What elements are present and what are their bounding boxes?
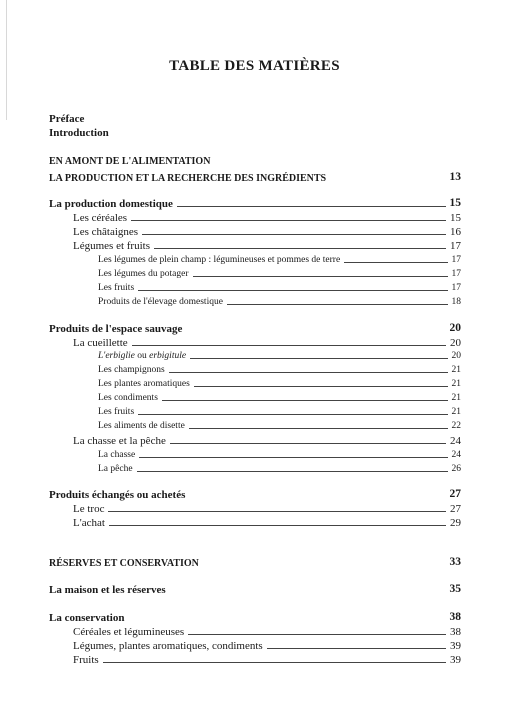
toc-entry[interactable] [73,655,461,666]
leader-line [103,662,446,663]
toc-label: RÉSERVES ET CONSERVATION [49,557,199,569]
leader-line [193,276,448,277]
toc-label: Fruits [73,654,99,666]
toc-entry[interactable] [73,518,461,529]
leader-line [188,634,446,635]
toc-label: Les aliments de disette [98,421,185,431]
toc-entry[interactable] [73,641,461,652]
toc-subentry[interactable] [98,352,461,362]
toc-page-number: 24 [451,450,461,460]
toc-page-number: 21 [451,365,461,375]
part-title-line2: LA PRODUCTION ET LA RECHERCHE DES INGRÉDIENTS [49,172,327,184]
leader-line [190,358,447,359]
toc-page-number: 17 [451,269,461,279]
toc-label: L'erbiglie ou erbigitule [98,351,187,361]
toc-label: Les légumes de plein champ : légumineuses et pommes de terre [98,255,341,265]
toc-page-number: 38 [449,611,461,623]
leader-line [137,471,448,472]
toc-label: Le troc [73,503,105,515]
leader-line [189,428,448,429]
leader-line [177,206,446,207]
toc-label: Introduction [49,127,109,139]
toc-page-number: 22 [451,421,461,431]
toc-page-number: 20 [449,322,461,334]
toc-page-number: 27 [450,503,461,515]
toc-label: Produits échangés ou achetés [49,488,186,501]
toc-page-number: 18 [451,297,461,307]
toc-subentry[interactable] [98,284,461,294]
toc-preface[interactable] [49,114,509,125]
toc-section[interactable] [49,584,461,596]
toc-subentry[interactable] [98,394,461,404]
leader-line [344,262,447,263]
leader-line [194,386,448,387]
toc-label: Les fruits [98,407,135,417]
toc-label: La cueillette [73,337,128,349]
toc-page-number: 16 [450,226,461,238]
toc-page-number: 26 [451,464,461,474]
toc-subentry[interactable] [98,380,461,390]
toc-page-number: 39 [450,654,461,666]
toc-entry[interactable] [73,227,461,238]
toc-subentry[interactable] [98,408,461,418]
toc-page-number: 38 [450,626,461,638]
toc-subentry[interactable] [98,422,461,432]
leader-line [142,234,446,235]
toc-subentry[interactable] [98,451,461,461]
toc-label: Produits de l'élevage domestique [98,297,223,307]
toc-label: La production domestique [49,197,173,210]
toc-page-number: 17 [450,240,461,252]
toc-page-number: 13 [449,171,461,183]
toc-entry[interactable] [73,241,461,252]
leader-line [131,220,446,221]
toc-label: Produits de l'espace sauvage [49,322,183,335]
toc-page-number: 39 [450,640,461,652]
toc-label: Légumes, plantes aromatiques, condiments [73,640,263,652]
leader-line [227,304,448,305]
toc-page-number: 21 [451,393,461,403]
toc-entry[interactable] [73,213,461,224]
leader-line [170,443,446,444]
leader-line [138,290,447,291]
leader-line [139,457,447,458]
toc-page-number: 33 [449,556,461,568]
toc-section[interactable] [49,612,461,624]
toc-part-header[interactable] [49,557,461,569]
leader-line [109,525,446,526]
toc-section[interactable] [49,198,461,210]
leader-line [132,345,446,346]
leader-line [169,372,448,373]
toc-page-number: 24 [450,435,461,447]
leader-line [108,511,446,512]
toc-page-number: 21 [451,379,461,389]
toc-label: Les légumes du potager [98,269,189,279]
toc-section[interactable] [49,323,461,335]
part-title-line1: EN AMONT DE L'ALIMENTATION [49,156,211,167]
leader-line [162,400,448,401]
leader-line [267,648,446,649]
toc-label: La chasse et la pêche [73,435,166,447]
toc-label: Préface [49,113,85,125]
toc-label: Les fruits [98,283,135,293]
toc-label: Légumes et fruits [73,240,150,252]
toc-page-number: 27 [449,488,461,500]
toc-subentry[interactable] [98,270,461,280]
toc-page-number: 20 [450,337,461,349]
toc-label: L'achat [73,517,105,529]
toc-introduction[interactable] [49,128,509,139]
toc-section[interactable] [49,489,461,501]
toc-page-number: 29 [450,517,461,529]
toc-entry[interactable] [73,504,461,515]
toc-subentry[interactable] [98,465,461,475]
toc-page-number: 20 [451,351,461,361]
toc-subentry[interactable] [98,256,461,266]
toc-page-number: 15 [450,212,461,224]
toc-label: La maison et les réserves [49,583,166,596]
toc-label: Les plantes aromatiques [98,379,190,389]
toc-entry[interactable] [73,338,461,349]
toc-label: La chasse [98,450,136,460]
toc-label: La pêche [98,464,133,474]
toc-part-header[interactable] [49,172,461,184]
toc-label: Les champignons [98,365,165,375]
toc-part-header[interactable] [49,157,461,167]
toc-page-number: 21 [451,407,461,417]
toc-subentry[interactable] [98,298,461,308]
toc-entry[interactable] [73,436,461,447]
leader-line [138,414,447,415]
toc-label: Céréales et légumineuses [73,626,185,638]
toc-page-number: 15 [449,197,461,209]
toc-page-number: 17 [451,283,461,293]
toc-entry[interactable] [73,627,461,638]
toc-label: Les châtaignes [73,226,139,238]
toc-subentry[interactable] [98,366,461,376]
toc-page-number: 35 [449,583,461,595]
toc-page-number: 17 [451,255,461,265]
toc-label: Les condiments [98,393,158,403]
toc-label: Les céréales [73,212,128,224]
leader-line [154,248,446,249]
toc-label: La conservation [49,611,125,624]
page-title: TABLE DES MATIÈRES [169,58,340,74]
